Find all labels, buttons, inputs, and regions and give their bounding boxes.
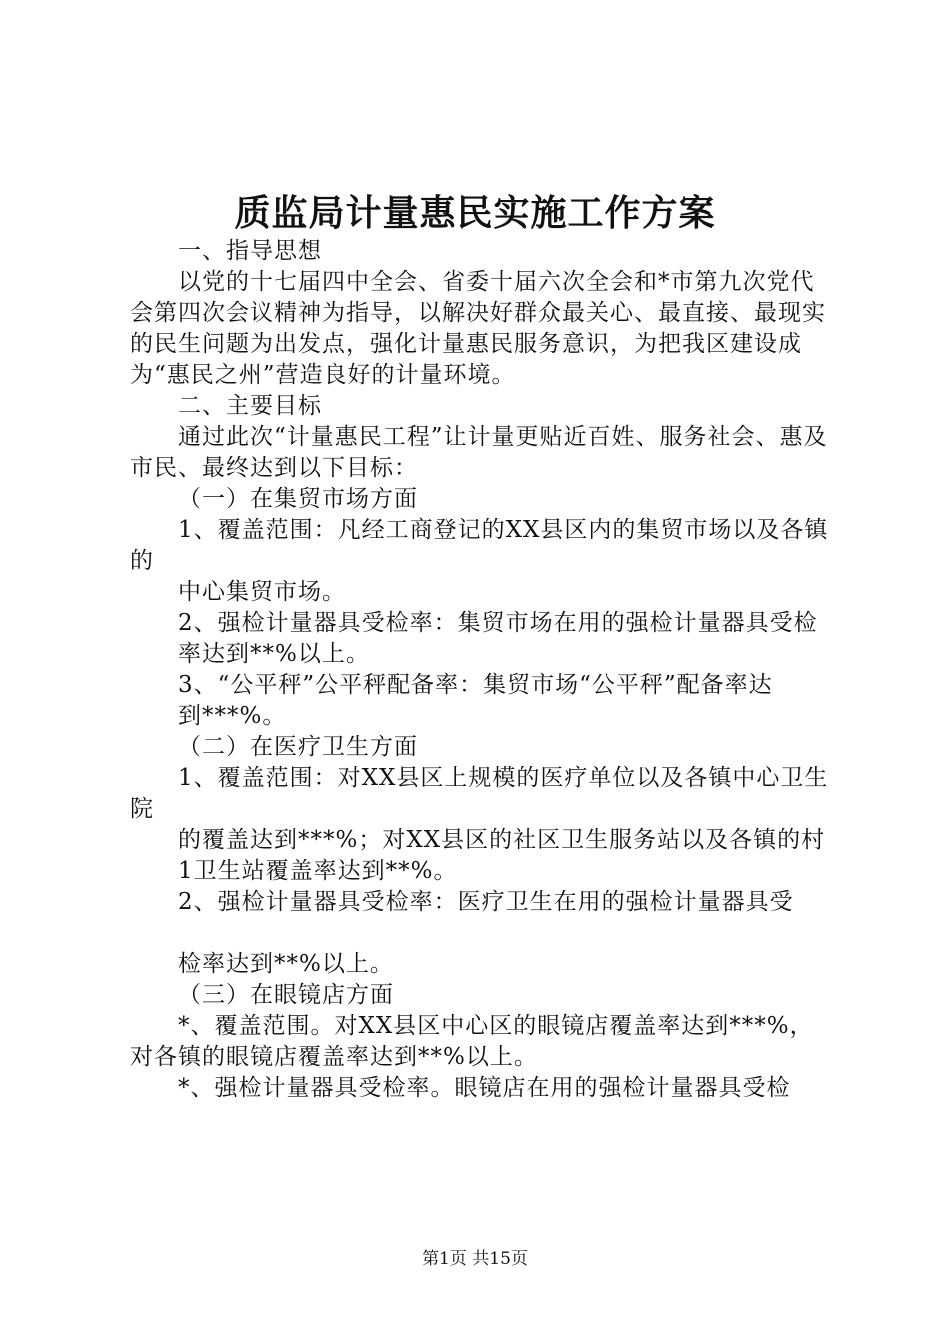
- section-heading-2: 二、主要目标: [178, 393, 322, 419]
- list-item-medical-coverage-cont: 的覆盖达到***%；对XX县区的社区卫生服务站以及各镇的村: [178, 827, 826, 853]
- section-heading-1: 一、指导思想: [178, 238, 322, 264]
- blank-line: [130, 918, 835, 949]
- list-item-medical-inspection-cont: 检率达到**%以上。: [178, 951, 394, 977]
- list-item-medical-coverage: 1、覆盖范围：对XX县区上规模的医疗单位以及各镇中心卫生院: [130, 765, 829, 822]
- list-item-optical-coverage: *、覆盖范围。对XX县区中心区的眼镜店覆盖率达到***%，对各镇的眼镜店覆盖率达到**%以上。: [130, 1013, 814, 1070]
- list-item-medical-inspection: 2、强检计量器具受检率：医疗卫生在用的强检计量器具受: [178, 889, 794, 915]
- list-item-market-inspection-cont: 率达到**%以上。: [178, 641, 370, 667]
- document-body: [130, 236, 835, 1104]
- paragraph-main-goal: 通过此次“计量惠民工程”让计量更贴近百姓、服务社会、惠及市民、最终达到以下目标：: [130, 424, 828, 481]
- list-item-fair-scale: 3、“公平秤”公平秤配备率：集贸市场“公平秤”配备率达: [178, 672, 773, 698]
- document-title: 质监局计量惠民实施工作方案: [234, 192, 716, 234]
- subsection-heading-3: （三）在眼镜店方面: [178, 982, 394, 1008]
- list-item-market-inspection: 2、强检计量器具受检率：集贸市场在用的强检计量器具受检: [178, 610, 818, 636]
- subsection-heading-1: （一）在集贸市场方面: [178, 486, 418, 512]
- list-item-market-coverage: 1、覆盖范围：凡经工商登记的XX县区内的集贸市场以及各镇的: [130, 517, 829, 574]
- list-item-market-coverage-cont: 中心集贸市场。: [178, 579, 346, 605]
- page-footer: 第1页 共15页: [422, 1249, 528, 1269]
- paragraph-guiding-idea: 以党的十七届四中全会、省委十届六次全会和*市第九次党代会第四次会议精神为指导，以解决好群众最关心、最直接、最现实的民生问题为出发点，强化计量惠民服务意识，为把我区建设成为“惠民之州”营造良好的计量环境。: [130, 269, 826, 388]
- list-item-fair-scale-cont: 到***%。: [178, 703, 287, 729]
- list-item-optical-inspection: *、强检计量器具受检率。眼镜店在用的强检计量器具受检: [178, 1075, 791, 1101]
- list-item-medical-coverage-cont2: 1卫生站覆盖率达到**%。: [178, 858, 458, 884]
- subsection-heading-2: （二）在医疗卫生方面: [178, 734, 418, 760]
